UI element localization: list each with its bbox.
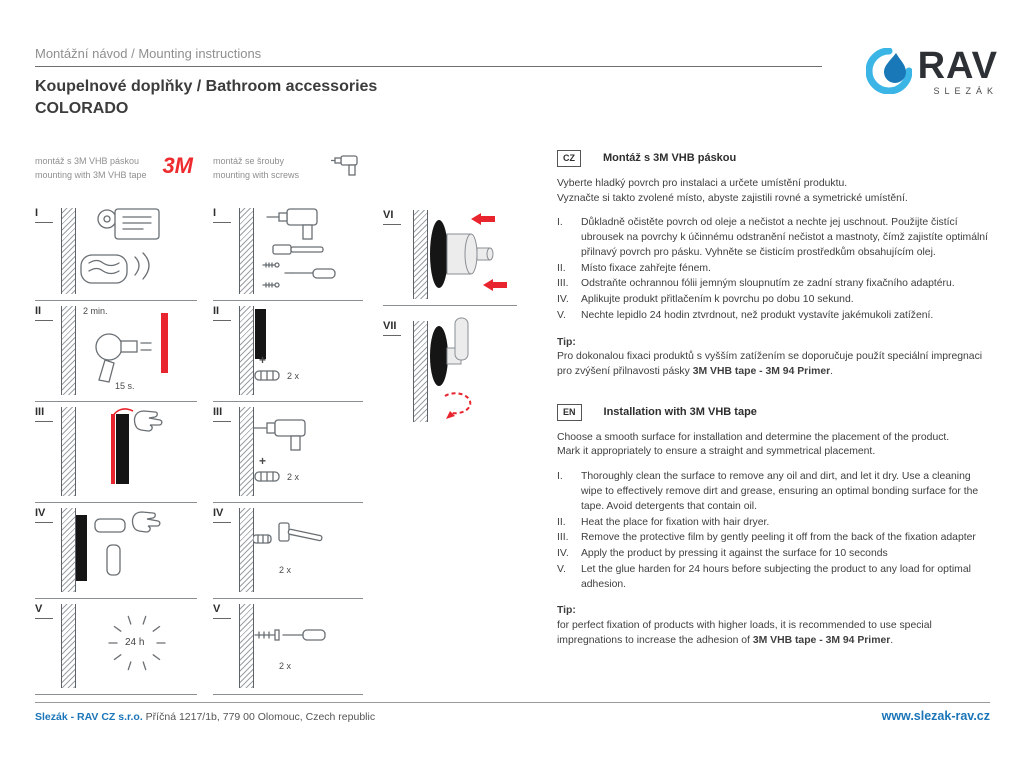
- en-section: [557, 404, 993, 649]
- tape-column-header: [35, 155, 197, 203]
- screws-step-4: [213, 503, 363, 599]
- cz-language-badge: CZ: [557, 150, 581, 167]
- list-item: II. Místo fixace zahřejte fénem.: [557, 262, 711, 274]
- document-subtitle: Montážní návod / Mounting instructions: [35, 46, 262, 61]
- list-item: III. Odstraňte ochrannou fólii jemným sloupnutím ze zadní strany fixačního adaptéru.: [557, 278, 955, 290]
- footer-address-text: Příčná 1217/1b, 779 00 Olomouc, Czech republic: [142, 711, 376, 723]
- page-title-line1: Koupelnové doplňky / Bathroom accessories: [35, 78, 378, 95]
- cleaning-wipe-icon: [75, 205, 193, 295]
- list-item: V. Let the glue harden for 24 hours before subjecting the product to any load for optimal adhesion.: [557, 563, 971, 590]
- wall-hatch: [239, 604, 254, 688]
- step-numeral: V: [35, 603, 53, 619]
- adapter-and-plug-icon: [253, 305, 361, 395]
- tape-step-2: [35, 301, 197, 402]
- en-tip: [557, 604, 993, 648]
- wall-hatch: [413, 210, 428, 299]
- wall-hatch: [239, 508, 254, 592]
- step-numeral: II: [35, 305, 53, 321]
- footer-address: [35, 711, 375, 723]
- footer-divider: [35, 702, 990, 703]
- count-label: 2 x: [287, 371, 300, 381]
- tools-icon: [257, 205, 361, 295]
- cz-tip-label: Tip:: [557, 336, 576, 348]
- wall-hatch: [61, 208, 76, 294]
- hook-rotate-icon: [427, 316, 547, 426]
- header-divider: [35, 66, 822, 67]
- step-numeral: I: [213, 207, 231, 223]
- water-drop-icon: [866, 48, 912, 94]
- step-numeral: V: [213, 603, 231, 619]
- instructions-panel: [557, 150, 993, 649]
- screws-step-2: [213, 301, 363, 402]
- duration-label: 2 min.: [83, 306, 108, 316]
- cz-step-list: [557, 216, 993, 323]
- screwdriver-screw-icon: [253, 603, 361, 689]
- final-mounting-column: [383, 160, 517, 428]
- list-item: I. Důkladně očistěte povrch od oleje a nečistot a nechte jej uschnout. Použijte čistící ubrousek na povrchy k účinnému odstranění nečistot a mastnoty, čímž zajistíte optimální přilnavý povrch pro pásku. Vyhněte se čisticím prostředkům obsahujícím olej.: [557, 217, 988, 258]
- screw-mounting-column: [213, 155, 363, 695]
- cz-heading: Montáž s 3M VHB páskou: [603, 151, 737, 164]
- screws-column-header: [213, 155, 363, 203]
- en-intro: [557, 431, 993, 461]
- tape-header-cz: montáž s 3M VHB páskou: [35, 156, 140, 166]
- step-numeral: IV: [35, 507, 53, 523]
- logo-text: RAV: [917, 45, 998, 87]
- wall-hatch: [61, 508, 76, 592]
- cz-intro-line2: Vyznačte si takto zvolené místo, abyste zajistili rovné a symetrické umístění.: [557, 192, 908, 204]
- plus-label: +: [259, 353, 267, 367]
- final-step-7: [383, 316, 517, 428]
- plus-label: +: [259, 454, 267, 468]
- wall-hatch: [413, 321, 428, 422]
- screws-step-5: [213, 599, 363, 695]
- count-label: 2 x: [287, 472, 300, 482]
- hammer-plug-icon: [253, 507, 361, 593]
- rav-slezak-logo: [866, 45, 998, 97]
- list-item: II. Heat the place for fixation with hair dryer.: [557, 516, 770, 528]
- tape-step-3: [35, 402, 197, 503]
- en-step-list: [557, 470, 993, 592]
- list-item: IV. Apply the product by pressing it against the surface for 10 seconds: [557, 548, 888, 560]
- list-item: III. Remove the protective film by gently peeling it off from the back of the fixation adapter: [557, 532, 976, 544]
- en-intro-line1: Choose a smooth surface for installation and determine the placement of the product.: [557, 431, 950, 443]
- footer-company: Slezák - RAV CZ s.r.o.: [35, 711, 143, 723]
- step-numeral: III: [213, 406, 231, 422]
- tape-step-1: [35, 203, 197, 301]
- press-product-icon: [75, 507, 193, 593]
- wall-hatch: [61, 604, 76, 688]
- step-numeral: VII: [383, 320, 401, 336]
- list-item: V. Nechte lepidlo 24 hodin ztvrdnout, než produkt vystavíte jakémukoli zatížení.: [557, 309, 934, 321]
- drilling-icon: [253, 406, 361, 496]
- wall-hatch: [239, 407, 254, 496]
- screws-step-1: [213, 203, 363, 301]
- en-language-badge: EN: [557, 404, 582, 421]
- wall-hatch: [239, 306, 254, 395]
- count-label: 2 x: [279, 565, 292, 575]
- en-intro-line2: Mark it appropriately to ensure a straight and symmetrical placement.: [557, 446, 876, 458]
- screws-header-en: mounting with screws: [213, 169, 300, 180]
- list-item: IV. Aplikujte produkt přitlačením k povrchu po dobu 10 sekund.: [557, 294, 854, 306]
- step-numeral: II: [213, 305, 231, 321]
- drill-icon: [331, 153, 363, 179]
- en-tip-label: Tip:: [557, 605, 576, 617]
- cz-tip-text: Pro dokonalou fixaci produktů s vyšším zatížením se doporučuje použít speciální impregnaci pro zvýšení přilnavosti pásky 3M VHB tape - 3M 94 Primer.: [557, 351, 983, 378]
- peel-film-hand-icon: [75, 406, 193, 496]
- page-title: [35, 76, 377, 119]
- logo-subtext: SLEZÁK: [933, 86, 998, 97]
- tape-step-5: [35, 599, 197, 695]
- cz-tip: [557, 336, 993, 380]
- duration-label: 24 h: [125, 637, 145, 648]
- cz-intro-line1: Vyberte hladký povrch pro instalaci a určete umístění produktu.: [557, 177, 848, 189]
- screws-header-cz: montáž se šrouby: [213, 156, 285, 166]
- cz-intro: [557, 177, 993, 207]
- list-item: I. Thoroughly clean the surface to remove any oil and dirt, and let it dry. Use a cleaning wipe to effectively remove dirt and grease, ensuring an optimal bonding surface for the tape. Avoid detergents that contain oil.: [557, 471, 979, 512]
- page-title-line2: COLORADO: [35, 99, 129, 117]
- step-numeral: I: [35, 207, 53, 223]
- en-tip-text: for perfect fixation of products with higher loads, it is recommended to use special impregnations to increase the adhesion of 3M VHB tape - 3M 94 Primer.: [557, 620, 932, 646]
- screws-step-3: [213, 402, 363, 503]
- tape-header-en: mounting with 3M VHB tape: [35, 169, 147, 180]
- final-step-6: [383, 205, 517, 306]
- wall-hatch: [61, 306, 76, 395]
- adapter-press-icon: [427, 207, 547, 301]
- step-numeral: IV: [213, 507, 231, 523]
- tape-mounting-column: [35, 155, 197, 695]
- wall-hatch: [239, 208, 254, 294]
- step-numeral: III: [35, 406, 53, 422]
- footer-website: www.slezak-rav.cz: [881, 709, 990, 723]
- wall-hatch: [61, 407, 76, 496]
- cz-section: [557, 150, 993, 380]
- step-numeral: VI: [383, 209, 401, 225]
- duration-label: 15 s.: [115, 381, 135, 391]
- tape-step-4: [35, 503, 197, 599]
- count-label: 2 x: [279, 661, 292, 671]
- en-heading: Installation with 3M VHB tape: [603, 405, 757, 418]
- 3m-logo: 3M: [162, 153, 193, 178]
